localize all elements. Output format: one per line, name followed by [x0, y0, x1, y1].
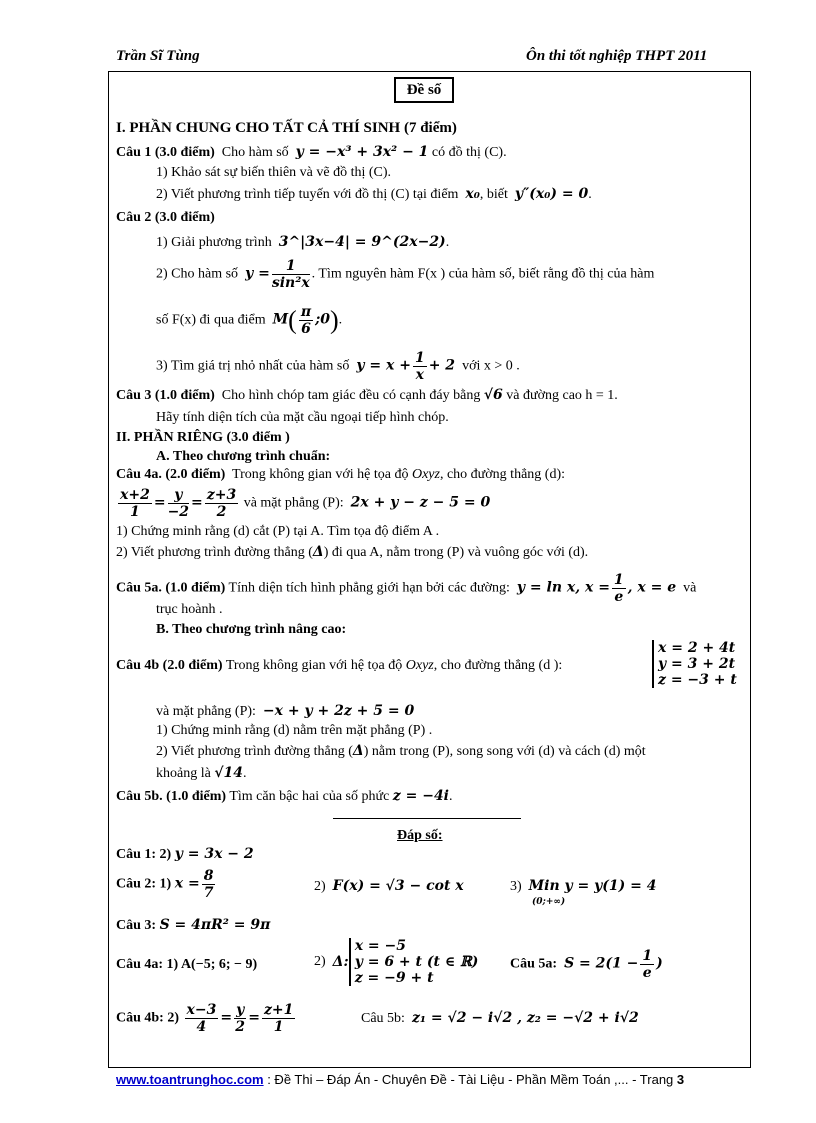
question-4a-part-1: 1) Chứng minh rằng (d) cắt (P) tại A. Tìm tọa độ điểm A . [116, 524, 440, 539]
question-4a-part-2: 2) Viết phương trình đường thẳng (Δ) đi qua A, nằm trong (P) và vuông góc với (d). [116, 544, 589, 560]
answer-5a: Câu 5a: S = 2(1 − $\frac{1}{e}$ ) [510, 948, 663, 981]
answer-5b: Câu 5b: z₁ = √2 − i√2 , z₂ = −√2 + i√2 [361, 1010, 639, 1026]
question-4b-part-2-cont: khoảng là √14. [156, 765, 247, 781]
header-right: Ôn thi tốt nghiệp THPT 2011 [526, 48, 708, 64]
part1-heading: I. PHẦN CHUNG CHO TẤT CẢ THÍ SINH (7 điểm) [116, 120, 457, 136]
part2-heading: II. PHẦN RIÊNG (3.0 điểm ) [116, 430, 290, 445]
question-3: Câu 3 (1.0 điểm) Cho hình chóp tam giác đều có cạnh đáy bằng √6 và đường cao h = 1. [116, 387, 618, 403]
question-4b-plane: và mặt phẳng (P): −x + y + 2z + 5 = 0 [156, 703, 415, 719]
question-5a: Câu 5a. (1.0 điểm) Tính diện tích hình phẳng giới hạn bởi các đường: y = ln x, x = $\frac{1}{e}$ , x = e và [116, 572, 697, 605]
answer-2: Câu 2: 1) x = $\frac{8}{7}$ [116, 868, 214, 901]
page-number: 3 [676, 1072, 685, 1087]
answer-2-part-3-domain: (0;+∞) [532, 897, 566, 907]
question-4b: Câu 4b (2.0 điểm) Trong không gian với hệ tọa độ Oxyz, cho đường thẳng (d ): [116, 658, 563, 673]
question-3-cont: Hãy tính diện tích của mặt cầu ngoại tiếp hình chóp. [156, 410, 449, 425]
answer-2-part-2: 2) F(x) = √3 − cot x [314, 878, 464, 894]
answer-4a-part-2: 2) Δ: x = −5 y = 6 + t (t ∈ ℝ) z = −9 + t [314, 938, 479, 986]
answer-1: Câu 1: 2) y = 3x − 2 [116, 846, 254, 862]
answers-title: Đáp số: [397, 828, 443, 843]
question-1-part-2: 2) Viết phương trình tiếp tuyến với đồ thị (C) tại điểm x₀, biết y″(x₀) = 0. [156, 186, 592, 202]
question-1-part-1: 1) Khảo sát sự biến thiên và vẽ đồ thị (C). [156, 165, 392, 180]
question-2-part-2: 2) Cho hàm số y = $\frac{1}{\text{sin²x}}$ . Tìm nguyên hàm F(x ) của hàm số, biết rằng đồ thị của hàm [156, 258, 655, 291]
answer-2-part-3: 3) Min y = y(1) = 4 [510, 878, 657, 894]
answer-4b: Câu 4b: 2) $\frac{x-3}{4}$ = $\frac{y}{2}$ = $\frac{z+1}{1}$ [116, 1002, 294, 1035]
question-4a-line: $\frac{x+2}{1}$ = $\frac{y}{-2}$ = $\frac{z+3}{2}$ và mặt phẳng (P): 2x + y − z − 5 = 0 [120, 487, 491, 520]
question-5a-cont: trục hoành . [156, 602, 223, 617]
question-4a: Câu 4a. (2.0 điểm) Trong không gian với hệ tọa độ Oxyz, cho đường thẳng (d): [116, 467, 565, 482]
header-left: Trần Sĩ Tùng [116, 48, 200, 64]
page-title: Đề số [394, 77, 454, 103]
question-4b-part-1: 1) Chứng minh rằng (d) nằm trên mặt phẳng (P) . [156, 723, 433, 738]
answer-3: Câu 3: S = 4πR² = 9π [116, 917, 271, 933]
footer-link[interactable]: www.toantrunghoc.com [116, 1072, 264, 1087]
question-2-label: Câu 2 (3.0 điểm) [116, 210, 215, 225]
footer: www.toantrunghoc.com : Đề Thi – Đáp Án - Chuyên Đề - Tài Liệu - Phần Mềm Toán ,... - Trang 3 [116, 1072, 685, 1087]
answers-divider [333, 818, 521, 819]
question-2-part-3: 3) Tìm giá trị nhỏ nhất của hàm số y = x + $\frac{1}{x}$ + 2 với x > 0 . [156, 350, 520, 383]
question-1: Câu 1 (3.0 điểm) Cho hàm số y = −x³ + 3x² − 1 có đồ thị (C). [116, 144, 507, 160]
section-b-heading: B. Theo chương trình nâng cao: [156, 622, 347, 637]
question-2-part-1: 1) Giải phương trình 3^|3x−4| = 9^(2x−2). [156, 234, 450, 250]
answer-4a: Câu 4a: 1) A(−5; 6; − 9) [116, 957, 258, 972]
section-a-heading: A. Theo chương trình chuẩn: [156, 449, 331, 464]
question-5b: Câu 5b. (1.0 điểm) Tìm căn bậc hai của số phức z = −4i. [116, 788, 453, 804]
question-4b-part-2: 2) Viết phương trình đường thẳng (Δ) nằm trong (P), song song với (d) và cách (d) một [156, 743, 646, 759]
question-4b-system: x = 2 + 4t y = 3 + 2t z = −3 + t [652, 640, 737, 688]
question-2-part-2-cont: số F(x) đi qua điểm M( $\frac{\pi}{6}$ ;0). [156, 304, 343, 337]
